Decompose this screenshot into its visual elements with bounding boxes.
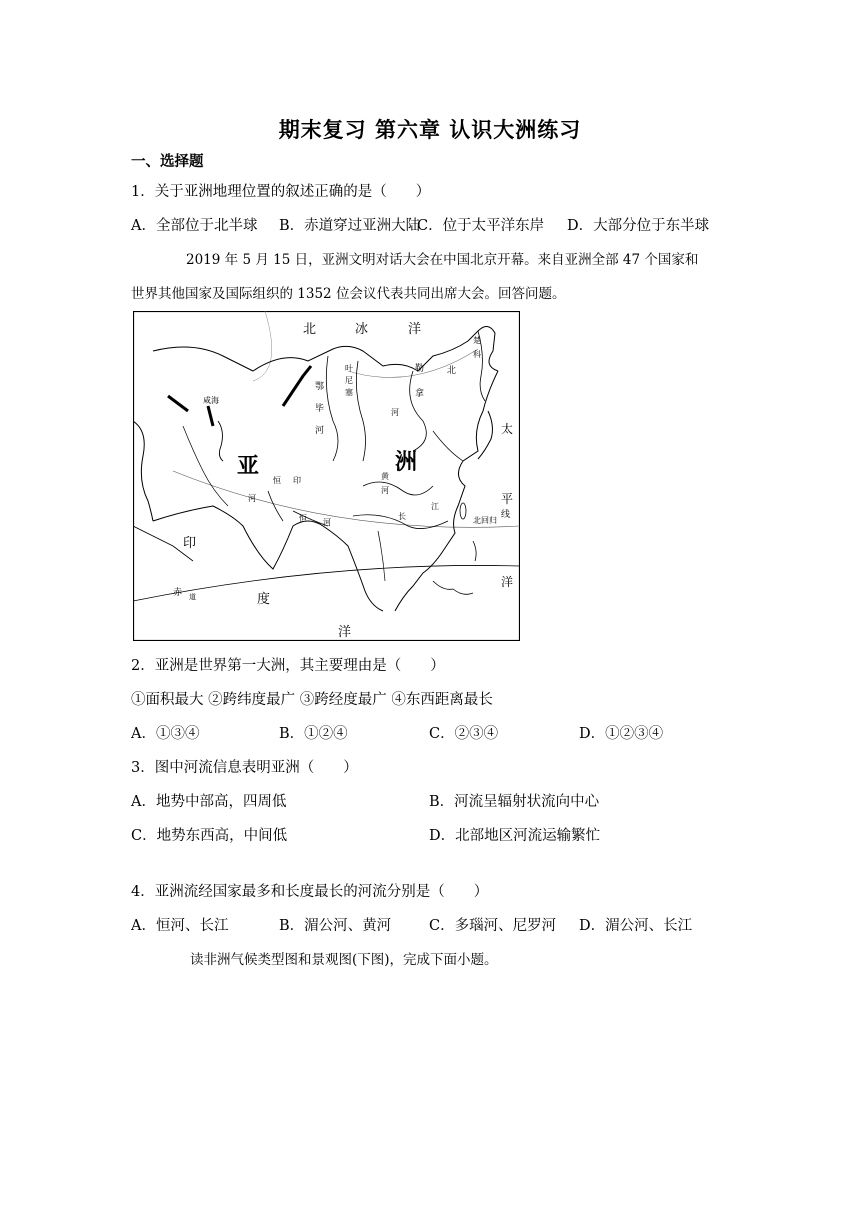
label-lena-2: 拿 bbox=[415, 389, 425, 399]
question-2-items: ①面积最大 ②跨纬度最广 ③跨经度最广 ④东西距离最长 bbox=[131, 692, 493, 708]
label-chuk-2: 科 bbox=[473, 350, 481, 359]
label-asia-2: 洲 bbox=[395, 449, 418, 475]
question-4-option-c: C．多瑙河、尼罗河 bbox=[429, 918, 557, 934]
label-equator-1: 赤 bbox=[173, 588, 183, 598]
question-1-option-b: B．赤道穿过亚洲大陆 bbox=[279, 218, 421, 234]
question-3-stem: 3．图中河流信息表明亚洲（ ） bbox=[131, 760, 358, 776]
label-indus-1: 恒 bbox=[273, 476, 281, 485]
label-ganges-1: 恒 bbox=[299, 514, 307, 523]
label-ob-1: 鄂 bbox=[315, 382, 325, 392]
label-yenisei-1: 叶 bbox=[345, 364, 353, 373]
question-3-option-b: B．河流呈辐射状流向中心 bbox=[429, 794, 600, 810]
label-tropic-line: 线 bbox=[501, 510, 511, 520]
question-4-option-a: A．恒河、长江 bbox=[131, 918, 229, 934]
label-river-mid: 河 bbox=[391, 408, 399, 417]
question-3-option-d: D．北部地区河流运输繁忙 bbox=[429, 828, 601, 844]
question-1-option-a: A．全部位于北半球 bbox=[131, 218, 258, 234]
section-heading: 一、选择题 bbox=[131, 154, 204, 170]
question-4-option-b: B．湄公河、黄河 bbox=[279, 918, 392, 934]
question-1-stem: 1．关于亚洲地理位置的叙述正确的是（ ） bbox=[131, 184, 431, 200]
asia-map-figure bbox=[133, 311, 520, 641]
label-equator-2: 道 bbox=[189, 593, 196, 601]
question-2-stem: 2．亚洲是世界第一大洲，其主要理由是（ ） bbox=[131, 658, 445, 674]
label-indus-2: 印 bbox=[293, 476, 301, 485]
label-north-ocean-1: 北 bbox=[303, 322, 317, 337]
label-yenisei-2: 尼 bbox=[345, 376, 353, 385]
question-2-option-c: C．②③④ bbox=[429, 726, 499, 742]
label-lena-1: 勒 bbox=[415, 364, 425, 374]
label-yellow-2: 河 bbox=[381, 486, 389, 495]
question-3-option-c: C．地势东西高，中间低 bbox=[131, 828, 288, 844]
outro-instruction: 读非洲气候类型图和景观图(下图)，完成下面小题。 bbox=[190, 952, 498, 968]
intro-line-2: 世界其他国家及国际组织的 1352 位会议代表共同出席大会。回答问题。 bbox=[131, 286, 566, 302]
intro-line-1: 2019 年 5 月 15 日，亚洲文明对话大会在中国北京开幕。来自亚洲全部 47 个国家和 bbox=[186, 252, 699, 268]
label-yangtze-1: 长 bbox=[398, 512, 406, 521]
label-ganges-2: 河 bbox=[323, 518, 331, 527]
question-4-stem: 4．亚洲流经国家最多和长度最长的河流分别是（ ） bbox=[131, 884, 489, 900]
map-frame bbox=[134, 312, 520, 641]
label-tropic: 北回归 bbox=[473, 516, 497, 525]
label-north: 北 bbox=[447, 366, 457, 376]
label-yellow-1: 黄 bbox=[381, 472, 389, 481]
label-pacific-1: 太 bbox=[501, 422, 514, 436]
question-4-option-d: D．湄公河、长江 bbox=[579, 918, 693, 934]
label-ob-2: 毕 bbox=[315, 404, 325, 414]
question-3-option-a: A．地势中部高，四周低 bbox=[131, 794, 287, 810]
label-pacific-2: 平 bbox=[501, 492, 514, 506]
label-india-3: 洋 bbox=[338, 625, 352, 640]
question-1-option-d: D．大部分位于东半球 bbox=[567, 218, 710, 234]
label-pacific-3: 洋 bbox=[501, 575, 514, 589]
label-india-1: 印 bbox=[183, 536, 197, 551]
label-ob-3: 河 bbox=[315, 426, 325, 436]
label-yangtze-2: 江 bbox=[431, 502, 439, 511]
label-yenisei-3: 塞 bbox=[345, 388, 353, 397]
label-asia-1: 亚 bbox=[237, 453, 260, 479]
question-2-option-d: D．①②③④ bbox=[579, 726, 664, 742]
label-india-2: 度 bbox=[257, 592, 271, 607]
question-2-option-a: A．①③④ bbox=[131, 726, 200, 742]
label-north-ocean-2: 冰 bbox=[355, 322, 369, 337]
question-2-option-b: B．①②④ bbox=[279, 726, 348, 742]
asia-map bbox=[133, 311, 520, 641]
label-chuk-1: 楚 bbox=[473, 336, 481, 345]
label-caspian: 咸海 bbox=[203, 396, 219, 405]
label-north-ocean-3: 洋 bbox=[408, 322, 422, 337]
question-1-option-c: C．位于太平洋东岸 bbox=[417, 218, 545, 234]
page-title: 期末复习 第六章 认识大洲练习 bbox=[278, 118, 582, 142]
label-river-left: 河 bbox=[248, 494, 256, 503]
